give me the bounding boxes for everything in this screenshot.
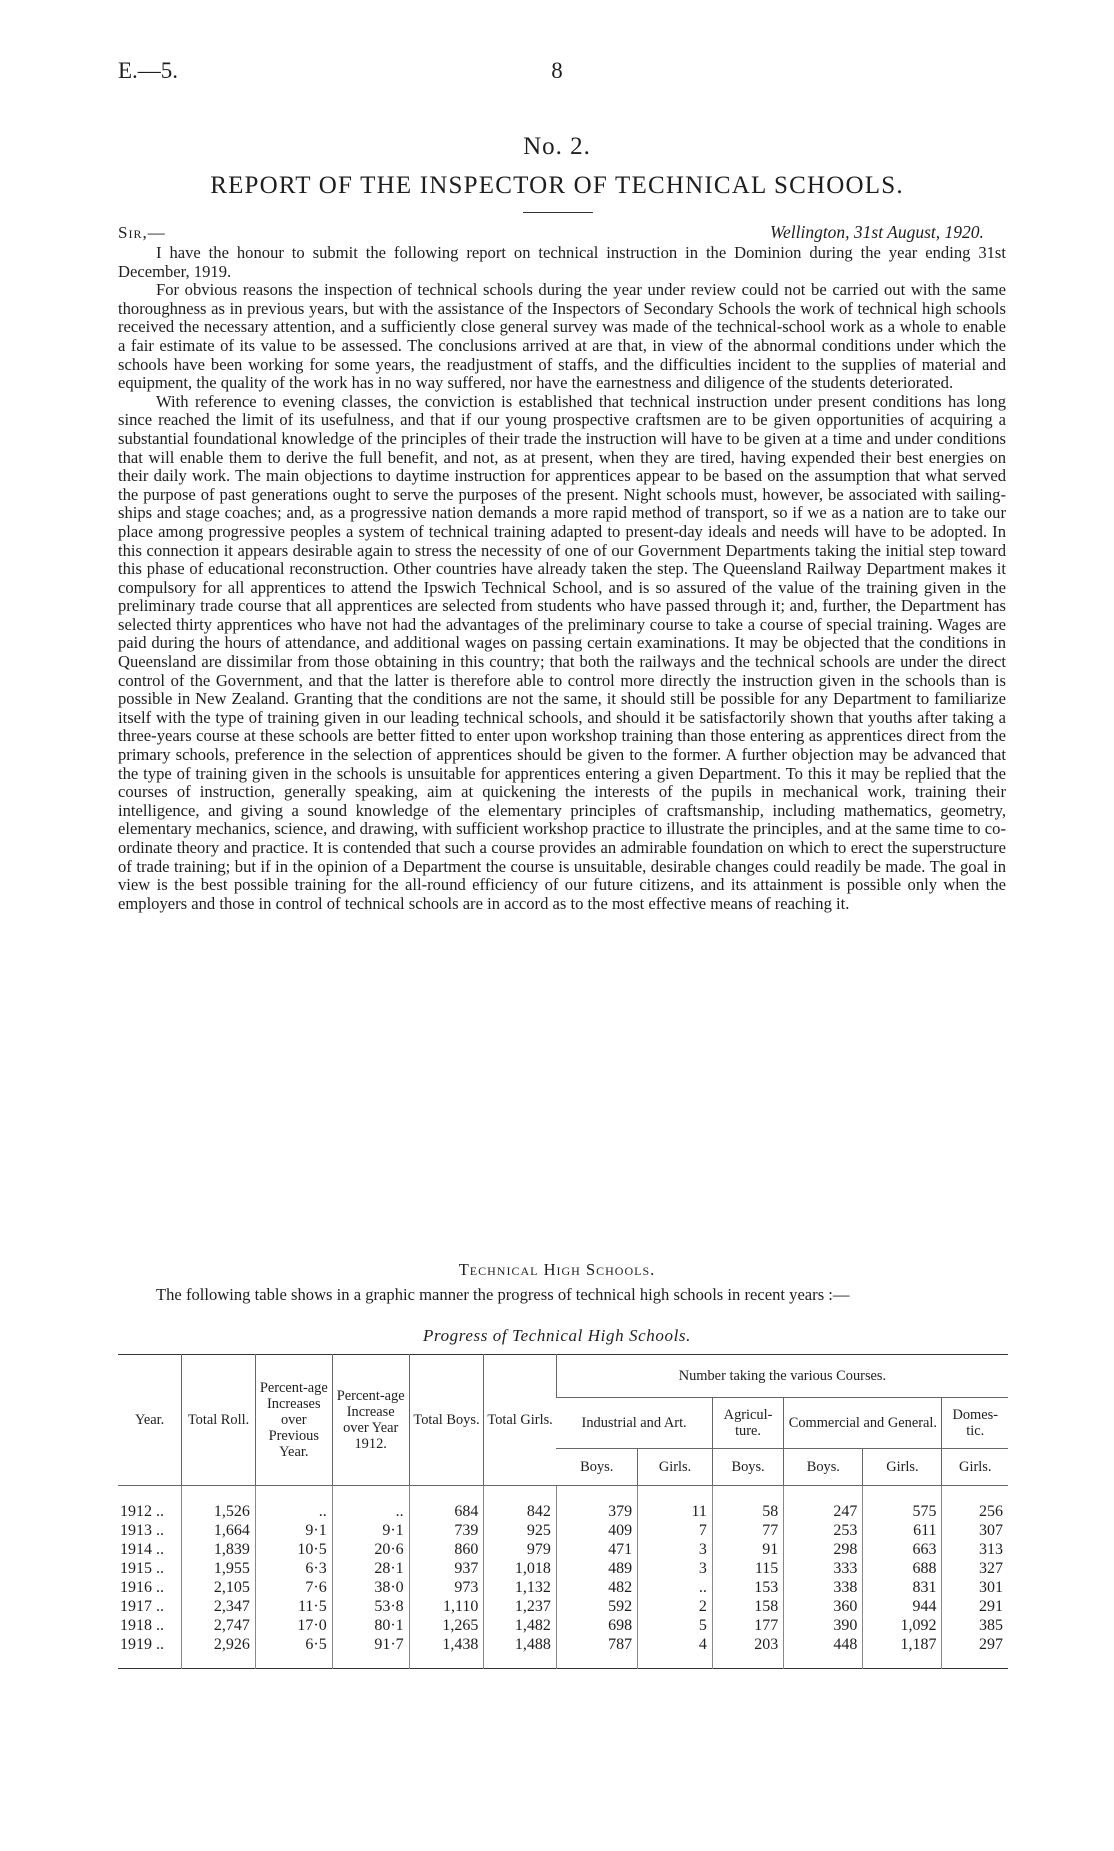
cell-industrial-girls: 5 (638, 1616, 713, 1635)
cell-commercial-boys: 338 (784, 1578, 863, 1597)
report-title: REPORT OF THE INSPECTOR OF TECHNICAL SCHOOLS. (210, 172, 904, 199)
cell-year: 1917 .. (120, 1597, 164, 1615)
col-header-commercial-boys: Boys. (784, 1449, 863, 1486)
cell-total-boys: 1,438 (409, 1635, 484, 1669)
cell-pct-1912: 9·1 (332, 1521, 409, 1540)
table-row (118, 1578, 1008, 1597)
cell-pct-1912: 91·7 (332, 1635, 409, 1669)
cell-agriculture-boys: 77 (712, 1521, 783, 1540)
cell-commercial-girls: 575 (863, 1502, 942, 1521)
cell-pct-previous: 6·3 (255, 1559, 332, 1578)
cell-domestic-girls: 327 (942, 1559, 1008, 1578)
page-number: 8 (551, 58, 563, 83)
col-header-total-boys: Total Boys. (409, 1355, 484, 1486)
cell-industrial-boys: 592 (556, 1597, 637, 1616)
dateline: Wellington, 31st August, 1920. (770, 222, 984, 242)
progress-table (118, 1354, 1008, 1669)
cell-total-roll: 1,526 (182, 1502, 256, 1521)
col-header-pct-previous: Percent-age Increases over Previous Year. (255, 1355, 332, 1486)
cell-industrial-girls: 11 (638, 1502, 713, 1521)
cell-pct-1912: 28·1 (332, 1559, 409, 1578)
cell-total-boys: 860 (409, 1540, 484, 1559)
col-header-domestic-girls: Girls. (942, 1449, 1008, 1486)
cell-pct-previous: 17·0 (255, 1616, 332, 1635)
cell-industrial-girls: 3 (638, 1540, 713, 1559)
table-row (118, 1616, 1008, 1635)
cell-industrial-boys: 787 (556, 1635, 637, 1669)
cell-year: 1916 .. (120, 1578, 164, 1596)
cell-pct-previous: .. (255, 1502, 332, 1521)
table-row (118, 1540, 1008, 1559)
cell-total-girls: 925 (484, 1521, 557, 1540)
cell-total-roll: 2,747 (182, 1616, 256, 1635)
cell-domestic-girls: 256 (942, 1502, 1008, 1521)
cell-commercial-girls: 944 (863, 1597, 942, 1616)
col-header-industrial-boys: Boys. (556, 1449, 637, 1486)
table-caption: Progress of Technical High Schools. (423, 1326, 691, 1345)
document-reference: E.—5. (118, 58, 179, 83)
table-row (118, 1521, 1008, 1540)
cell-commercial-girls: 688 (863, 1559, 942, 1578)
cell-industrial-boys: 482 (556, 1578, 637, 1597)
col-header-commercial: Commercial and General. (784, 1398, 942, 1449)
cell-total-boys: 937 (409, 1559, 484, 1578)
cell-commercial-girls: 663 (863, 1540, 942, 1559)
cell-total-boys: 1,110 (409, 1597, 484, 1616)
cell-total-girls: 842 (484, 1502, 557, 1521)
cell-domestic-girls: 307 (942, 1521, 1008, 1540)
cell-year: 1912 .. (120, 1502, 164, 1520)
cell-year: 1915 .. (120, 1559, 164, 1577)
cell-agriculture-boys: 153 (712, 1578, 783, 1597)
cell-agriculture-boys: 177 (712, 1616, 783, 1635)
cell-pct-previous: 7·6 (255, 1578, 332, 1597)
cell-pct-previous: 10·5 (255, 1540, 332, 1559)
cell-pct-1912: 53·8 (332, 1597, 409, 1616)
cell-total-girls: 1,018 (484, 1559, 557, 1578)
cell-industrial-boys: 471 (556, 1540, 637, 1559)
title-rule (523, 212, 593, 213)
cell-commercial-girls: 611 (863, 1521, 942, 1540)
cell-agriculture-boys: 203 (712, 1635, 783, 1669)
col-header-courses: Number taking the various Courses. (556, 1355, 1008, 1398)
cell-domestic-girls: 301 (942, 1578, 1008, 1597)
cell-year: 1913 .. (120, 1521, 164, 1539)
cell-total-roll: 1,664 (182, 1521, 256, 1540)
cell-total-boys: 973 (409, 1578, 484, 1597)
col-header-agriculture: Agricul-ture. (712, 1398, 783, 1449)
report-body (118, 244, 1006, 913)
cell-pct-1912: .. (332, 1502, 409, 1521)
table-row (118, 1559, 1008, 1578)
table-row (118, 1502, 1008, 1521)
col-header-industrial-girls: Girls. (638, 1449, 713, 1486)
section-heading: Technical High Schools. (458, 1260, 656, 1279)
cell-year: 1918 .. (120, 1616, 164, 1634)
cell-commercial-girls: 1,092 (863, 1616, 942, 1635)
col-header-commercial-girls: Girls. (863, 1449, 942, 1486)
cell-total-roll: 2,105 (182, 1578, 256, 1597)
salutation: Sir,— (118, 223, 166, 242)
cell-year: 1914 .. (120, 1540, 164, 1558)
paragraph: With reference to evening classes, the conviction is established that technical instruction under present conditions has long since reached the limit of its usefulness, and that if our young prospective craftsmen are to be given opportunities of acquiring a substantial foundational knowledge of the principles of their trade the instruction will have to be given at a time and under conditions that will enable them to derive the full benefit, and not, as at present, when they are tired, having expended their best energies on their daily work. The main objections to daytime instruction for apprentices appear to be based on the assumption that what served the purpose of past generations ought to serve the purposes of the present. Night schools must, however, be associated with sailing-ships and stage coaches; and, as a progressive nation demands a more rapid method of transport, so if we as a nation are to take our place among progressive peoples a system of technical training adapted to present-day ideals and needs will have to be adopted. In this connection it appears desirable again to stress the necessity of one of our Government Departments taking the initial step toward this phase of educational reconstruction. Other countries have already taken the step. The Queensland Railway Department makes it compulsory for all apprentices to attend the Ipswich Technical School, and is so assured of the value of the training given in the preliminary trade course that all apprentices are selected from students who have passed through it; and, further, the Department has selected thirty apprentices who have not had the advantages of the preliminary course to take a course of special training. Wages are paid during the hours of attendance, and additional wages on passing certain examinations. It may be objected that the conditions in Queensland are dissimilar from those obtaining in this country; that both the railways and the technical schools are under the direct control of the Government, and that the latter is therefore able to control more directly the instruction given in the schools than is possible in New Zealand. Granting that the conditions are not the same, it should still be possible for any Department to familiarize itself with the type of training given in our leading technical schools, and should it be satisfactorily shown that youths after taking a three-years course at these schools are better fitted to enter upon workshop training than those entering as apprentices direct from the primary schools, preference in the selection of apprentices should be given to the former. A further objection may be advanced that the type of training given in the schools is unsuitable for apprentices entering a given Department. To this it may be replied that the courses of instruction, generally speaking, aim at quickening the interests of the pupils in mechanical work, training their intelligence, and giving a sound knowledge of the elementary principles of craftsmanship, including mathematics, geometry, elementary mechanics, science, and drawing, with sufficient workshop practice to illustrate the principles, and at the same time to co-ordinate theory and practice. It is contended that such a course provides an admirable foundation on which to erect the superstructure of trade training; but if in the opinion of a Department the course is unsuitable, desirable changes could readily be made. The goal in view is the best possible training for the all-round efficiency of our future citizens, and its attainment is possible only when the employers and those in control of technical schools are in accord as to the most effective means of reaching it. (118, 391, 1006, 913)
cell-commercial-boys: 360 (784, 1597, 863, 1616)
cell-commercial-girls: 831 (863, 1578, 942, 1597)
col-header-total-girls: Total Girls. (484, 1355, 557, 1486)
cell-domestic-girls: 385 (942, 1616, 1008, 1635)
col-header-domestic: Domes-tic. (942, 1398, 1008, 1449)
cell-total-roll: 2,347 (182, 1597, 256, 1616)
cell-pct-1912: 20·6 (332, 1540, 409, 1559)
cell-industrial-girls: 2 (638, 1597, 713, 1616)
cell-agriculture-boys: 58 (712, 1502, 783, 1521)
col-header-total-roll: Total Roll. (182, 1355, 256, 1486)
cell-domestic-girls: 297 (942, 1635, 1008, 1669)
cell-industrial-boys: 489 (556, 1559, 637, 1578)
cell-industrial-boys: 698 (556, 1616, 637, 1635)
cell-commercial-boys: 253 (784, 1521, 863, 1540)
report-number: No. 2. (523, 133, 591, 160)
cell-commercial-girls: 1,187 (863, 1635, 942, 1669)
cell-agriculture-boys: 115 (712, 1559, 783, 1578)
cell-total-girls: 979 (484, 1540, 557, 1559)
cell-total-boys: 739 (409, 1521, 484, 1540)
cell-industrial-girls: 4 (638, 1635, 713, 1669)
cell-commercial-boys: 298 (784, 1540, 863, 1559)
cell-total-girls: 1,237 (484, 1597, 557, 1616)
cell-total-roll: 2,926 (182, 1635, 256, 1669)
cell-domestic-girls: 313 (942, 1540, 1008, 1559)
cell-total-roll: 1,839 (182, 1540, 256, 1559)
cell-commercial-boys: 390 (784, 1616, 863, 1635)
cell-total-boys: 684 (409, 1502, 484, 1521)
section-intro: The following table shows in a graphic manner the progress of technical high schools in recent years :— (156, 1285, 850, 1304)
cell-pct-previous: 9·1 (255, 1521, 332, 1540)
cell-commercial-boys: 247 (784, 1502, 863, 1521)
cell-total-roll: 1,955 (182, 1559, 256, 1578)
cell-pct-1912: 80·1 (332, 1616, 409, 1635)
cell-industrial-girls: .. (638, 1578, 713, 1597)
cell-commercial-boys: 448 (784, 1635, 863, 1669)
cell-total-girls: 1,488 (484, 1635, 557, 1669)
cell-year: 1919 .. (120, 1635, 164, 1653)
cell-agriculture-boys: 91 (712, 1540, 783, 1559)
cell-industrial-girls: 7 (638, 1521, 713, 1540)
col-header-pct-1912: Percent-age Increase over Year 1912. (332, 1355, 409, 1486)
col-header-year: Year. (118, 1355, 182, 1486)
cell-pct-previous: 6·5 (255, 1635, 332, 1669)
cell-total-girls: 1,132 (484, 1578, 557, 1597)
cell-industrial-boys: 409 (556, 1521, 637, 1540)
paragraph: I have the honour to submit the following report on technical instruction in the Dominion during the year ending 31st December, 1919. (118, 243, 1006, 281)
table-row (118, 1635, 1008, 1669)
cell-agriculture-boys: 158 (712, 1597, 783, 1616)
cell-domestic-girls: 291 (942, 1597, 1008, 1616)
cell-total-boys: 1,265 (409, 1616, 484, 1635)
cell-pct-1912: 38·0 (332, 1578, 409, 1597)
table-row (118, 1597, 1008, 1616)
table-body (118, 1486, 1008, 1669)
cell-industrial-girls: 3 (638, 1559, 713, 1578)
cell-industrial-boys: 379 (556, 1502, 637, 1521)
cell-commercial-boys: 333 (784, 1559, 863, 1578)
col-header-agriculture-boys: Boys. (712, 1449, 783, 1486)
col-header-industrial: Industrial and Art. (556, 1398, 712, 1449)
cell-total-girls: 1,482 (484, 1616, 557, 1635)
paragraph: For obvious reasons the inspection of technical schools during the year under review could not be carried out with the same thoroughness as in previous years, but with the assistance of the Inspectors of Secondary Schools the work of technical high schools received the necessary attention, and a sufficiently close general survey was made of the technical-school work as a whole to enable a fair estimate of its value to be assessed. The conclusions arrived at are that, in view of the abnormal conditions under which the schools have been working for some years, the readjustment of staffs, and the difficulties incident to the supplies of material and equipment, the quality of the work has in no way suffered, nor have the earnestness and diligence of the students deteriorated. (118, 280, 1006, 393)
cell-pct-previous: 11·5 (255, 1597, 332, 1616)
